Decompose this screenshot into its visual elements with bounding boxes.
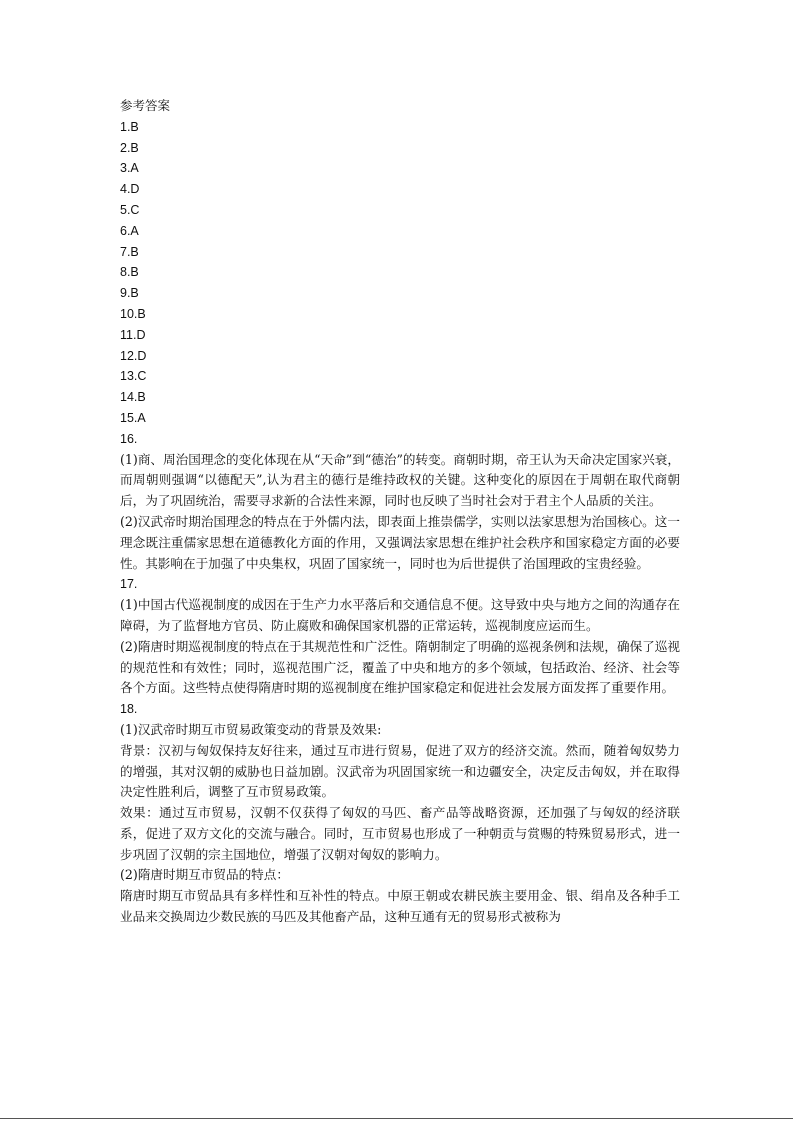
question-18-part-2-body: 隋唐时期互市贸品具有多样性和互补性的特点。中原王朝或农耕民族主要用金、银、绢帛及各种手工业品来交换周边少数民族的马匹及其他畜产品，这种互通有无的贸易形式被称为 bbox=[120, 888, 680, 925]
answer-item: 1.B bbox=[120, 119, 139, 134]
answer-item: 15.A bbox=[120, 410, 146, 425]
question-17-number: 17. bbox=[120, 577, 138, 592]
question-18-background: 背景：汉初与匈奴保持友好往来，通过互市进行贸易，促进了双方的经济交流。然而，随着匈奴势力的增强，其对汉朝的威胁也日益加剧。汉武帝为巩固国家统一和边疆安全，决定反击匈奴，并在取得决定性胜利后，调整了互市贸易政策。 bbox=[120, 742, 680, 800]
page-bottom-divider bbox=[0, 1118, 793, 1119]
answer-item: 10.B bbox=[120, 306, 146, 321]
question-18-part-2-heading: (2)隋唐时期互市贸品的特点： bbox=[120, 867, 289, 883]
answer-item: 7.B bbox=[120, 244, 139, 259]
question-16-part-1: (1)商、周治国理念的变化体现在从“天命”到“德治”的转变。商朝时期，帝王认为天命决定国家兴衰，而周朝则强调“以德配天”,认为君主的德行是维持政权的关键。这种变化的原因在于周朝在取代商朝后，为了巩固统治，需要寻求新的合法性来源，同时也反映了当时社会对于君主个人品质的关注。 bbox=[120, 451, 680, 509]
page-title: 参考答案 bbox=[120, 98, 171, 113]
answer-key-content bbox=[120, 96, 680, 928]
answer-item: 13.C bbox=[120, 369, 147, 384]
question-18-part-1-heading: (1)汉武帝时期互市贸易政策变动的背景及效果: bbox=[120, 721, 382, 737]
answer-list bbox=[120, 117, 680, 429]
answer-item: 4.D bbox=[120, 182, 140, 197]
answer-item: 3.A bbox=[120, 161, 139, 176]
question-16-part-2: (2)汉武帝时期治国理念的特点在于外儒内法，即表面上推崇儒学，实则以法家思想为治国核心。这一理念既注重儒家思想在道德教化方面的作用，又强调法家思想在维护社会秩序和国家稳定方面的必要性。其影响在于加强了中央集权，巩固了国家统一，同时也为后世提供了治国理政的宝贵经验。 bbox=[120, 513, 680, 571]
question-18-number: 18. bbox=[120, 702, 138, 717]
question-18-effect: 效果：通过互市贸易，汉朝不仅获得了匈奴的马匹、畜产品等战略资源，还加强了与匈奴的经济联系，促进了双方文化的交流与融合。同时，互市贸易也形成了一种朝贡与赏赐的特殊贸易形式，进一步巩固了汉朝的宗主国地位，增强了汉朝对匈奴的影响力。 bbox=[120, 805, 680, 862]
answer-item: 14.B bbox=[120, 390, 146, 405]
answer-item: 6.A bbox=[120, 223, 139, 238]
question-16-number: 16. bbox=[120, 431, 138, 446]
answer-item: 5.C bbox=[120, 202, 140, 217]
answer-item: 11.D bbox=[120, 327, 146, 342]
question-17-part-1: (1)中国古代巡视制度的成因在于生产力水平落后和交通信息不便。这导致中央与地方之间的沟通存在障碍，为了监督地方官员、防止腐败和确保国家机器的正常运转，巡视制度应运而生。 bbox=[120, 597, 680, 633]
answer-item: 8.B bbox=[120, 265, 139, 280]
question-17-part-2: (2)隋唐时期巡视制度的特点在于其规范性和广泛性。隋朝制定了明确的巡视条例和法规，确保了巡视的规范性和有效性；同时，巡视范围广泛，覆盖了中央和地方的多个领域，包括政治、经济、社会等各个方面。这些特点使得隋唐时期的巡视制度在维护国家稳定和促进社会发展方面发挥了重要作用。 bbox=[120, 638, 680, 696]
answer-item: 12.D bbox=[120, 348, 147, 363]
answer-item: 2.B bbox=[120, 140, 139, 155]
answer-item: 9.B bbox=[120, 286, 139, 301]
